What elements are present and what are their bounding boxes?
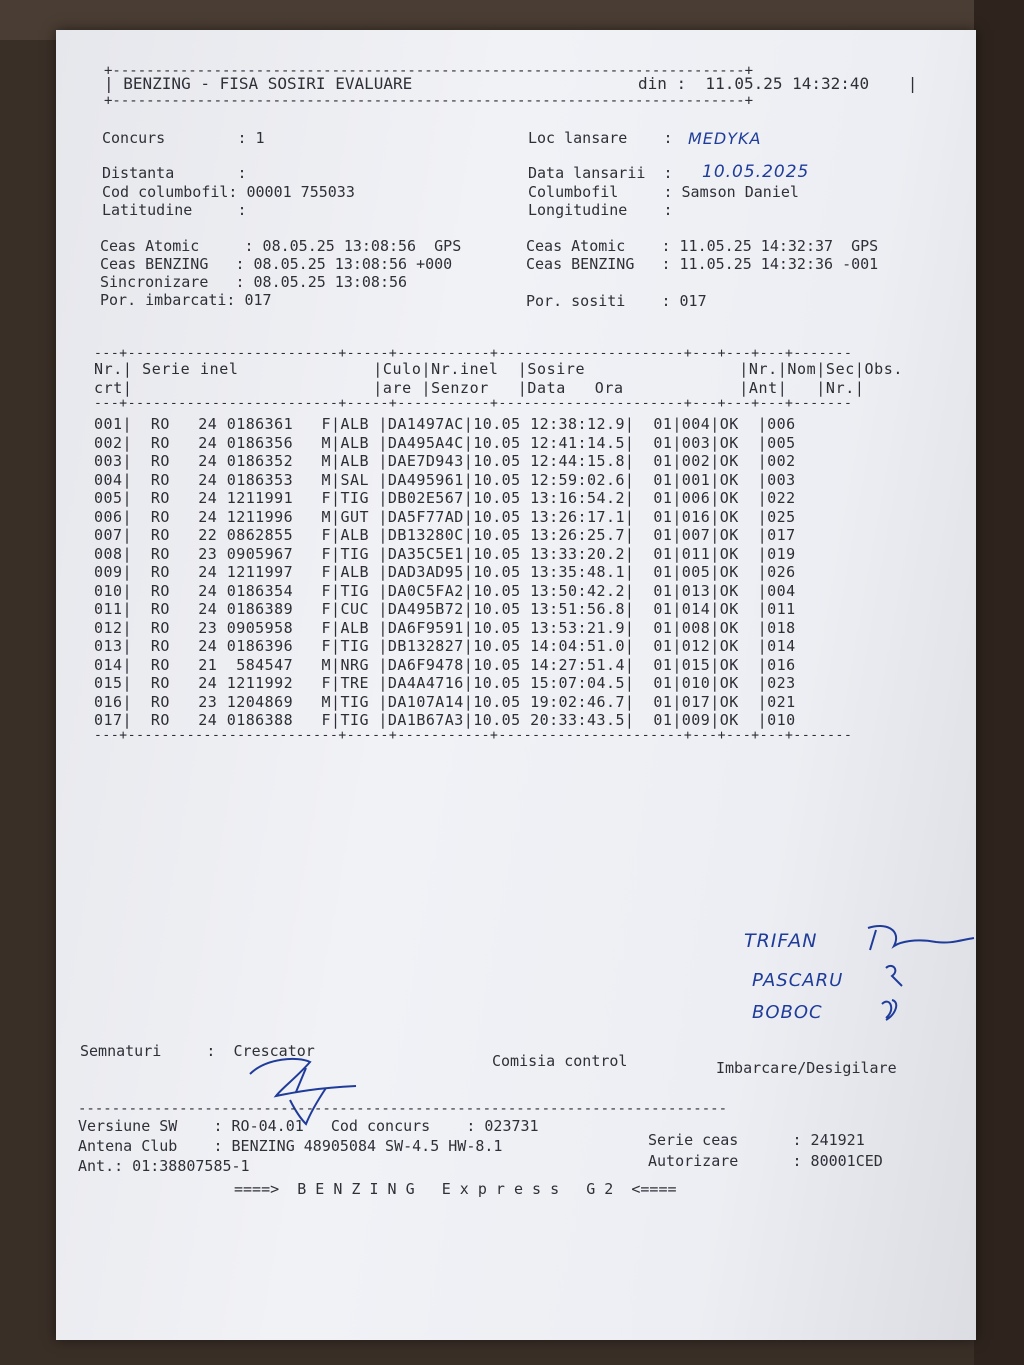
sincronizare: Sincronizare : 08.05.25 13:08:56 [100,273,408,291]
semnaturi-crescator: Semnaturi : Crescator [80,1042,315,1060]
footer-dash-line: ----------------------------------------------------------------------------- [78,1101,728,1117]
document-title: | BENZING - FISA SOSIRI EVALUARE [104,74,413,93]
handwritten-name-pascaru: PASCARU [752,970,844,991]
distanta: Distanta : [102,164,247,182]
handwritten-signatures-ink [856,920,976,1030]
header-rule-top: +---------------------------------------------------------------------------+ [104,63,754,79]
handwritten-name-trifan: TRIFAN [744,930,818,952]
longitudine: Longitudine : [528,201,673,219]
table-separator-bottom: ---+-------------------------+-----+-----------+----------------------+---+---+---+------- [94,727,853,743]
por-sositi: Por. sositi : 017 [526,292,707,310]
table-row: 008| RO 23 0905967 F|TIG |DA35C5E1|10.05 13:33:20.2| 01|011|OK |019 [94,544,796,563]
table-row: 009| RO 24 1211997 F|ALB |DAD3AD95|10.05 13:35:48.1| 01|005|OK |026 [94,563,796,581]
comisia-control: Comisia control [492,1052,628,1070]
cod-columbofil: Cod columbofil: 00001 755033 [102,183,355,201]
table-row: 006| RO 24 1211996 M|GUT |DA5F77AD|10.05 13:26:17.1| 01|016|OK |025 [94,507,796,526]
table-row: 017| RO 24 0186388 F|TIG |DA1B67A3|10.05 20:33:43.5| 01|009|OK |010 [94,711,796,729]
table-row: 011| RO 24 0186389 F|CUC |DA495B72|10.05 13:51:56.8| 01|014|OK |011 [94,600,796,618]
data-lansarii-handwritten: 10.05.2025 [702,162,810,182]
por-imbarcati: Por. imbarcati: 017 [100,291,272,309]
print-datetime: din : 11.05.25 14:32:40 | [638,74,918,93]
table-row: 013| RO 24 0186396 F|TIG |DB132827|10.05 14:04:51.0| 01|012|OK |014 [94,637,796,655]
ceas-benzing-left: Ceas BENZING : 08.05.25 13:08:56 +000 [100,255,453,273]
table-row: 005| RO 24 1211991 F|TIG |DB02E567|10.05 13:16:54.2| 01|006|OK |022 [94,489,796,507]
table-row: 001| RO 24 0186361 F|ALB |DA1497AC|10.05 12:38:12.9| 01|004|OK |006 [94,415,796,433]
table-row: 002| RO 24 0186356 M|ALB |DA495A4C|10.05 12:41:14.5| 01|003|OK |005 [94,433,796,452]
versiune-sw: Versiune SW : RO-04.01 Cod concurs : 023731 [78,1117,539,1135]
loc-lansare-label: Loc lansare : [528,129,673,147]
table-header-row-2: crt| |are |Senzor |Data Ora |Ant| |Nr.| [94,378,865,397]
table-row: 007| RO 22 0862855 F|ALB |DB13280C|10.05 13:26:25.7| 01|007|OK |017 [94,526,796,544]
ceas-atomic-right: Ceas Atomic : 11.05.25 14:32:37 GPS [526,237,879,255]
benzing-express-banner: ====> B E N Z I N G E x p r e s s G 2 <==== [234,1180,677,1198]
table-row: 015| RO 24 1211992 F|TRE |DA4A4716|10.05 15:07:04.5| 01|010|OK |023 [94,674,796,692]
ceas-benzing-right: Ceas BENZING : 11.05.25 14:32:36 -001 [526,255,879,273]
autorizare: Autorizare : 80001CED [648,1152,883,1170]
latitudine: Latitudine : [102,201,247,219]
ant-id: Ant.: 01:38807585-1 [78,1157,250,1175]
table-separator-mid: ---+-------------------------+-----+-----------+----------------------+---+---+---+------- [94,396,853,411]
table-separator-top: ---+-------------------------+-----+-----------+----------------------+---+---+---+------- [94,346,853,361]
table-row: 014| RO 21 584547 M|NRG |DA6F9478|10.05 14:27:51.4| 01|015|OK |016 [94,655,796,674]
antena-club: Antena Club : BENZING 48905084 SW-4.5 HW-8.1 [78,1137,503,1155]
table-header-row-1: Nr.| Serie inel |Culo|Nr.inel |Sosire |Nr.|Nom|Sec|Obs. [94,360,903,378]
header-rule-bottom: +---------------------------------------------------------------------------+ [104,93,754,109]
imbarcare-desigilare: Imbarcare/Desigilare [716,1059,897,1077]
table-row: 016| RO 23 1204869 M|TIG |DA107A14|10.05 19:02:46.7| 01|017|OK |021 [94,692,796,711]
table-row: 012| RO 23 0905958 F|ALB |DA6F9591|10.05 13:53:21.9| 01|008|OK |018 [94,618,796,637]
columbofil: Columbofil : Samson Daniel [528,183,799,201]
background-right [974,0,1024,1365]
arrivals-table [94,348,964,742]
loc-lansare-handwritten: MEDYKA [688,129,762,148]
table-row: 010| RO 24 0186354 F|TIG |DA0C5FA2|10.05 13:50:42.2| 01|013|OK |004 [94,581,796,600]
benzing-printout [56,30,976,1340]
table-row: 004| RO 24 0186353 M|SAL |DA495961|10.05 12:59:02.6| 01|001|OK |003 [94,470,796,489]
table-body [94,415,964,730]
ceas-atomic-left: Ceas Atomic : 08.05.25 13:08:56 GPS [100,237,462,255]
concurs: Concurs : 1 [102,129,265,147]
table-row: 003| RO 24 0186352 M|ALB |DAE7D943|10.05 12:44:15.8| 01|002|OK |002 [94,452,796,470]
data-lansarii-label: Data lansarii : [528,164,673,182]
handwritten-name-boboc: BOBOC [752,1002,823,1023]
serie-ceas: Serie ceas : 241921 [648,1131,865,1149]
